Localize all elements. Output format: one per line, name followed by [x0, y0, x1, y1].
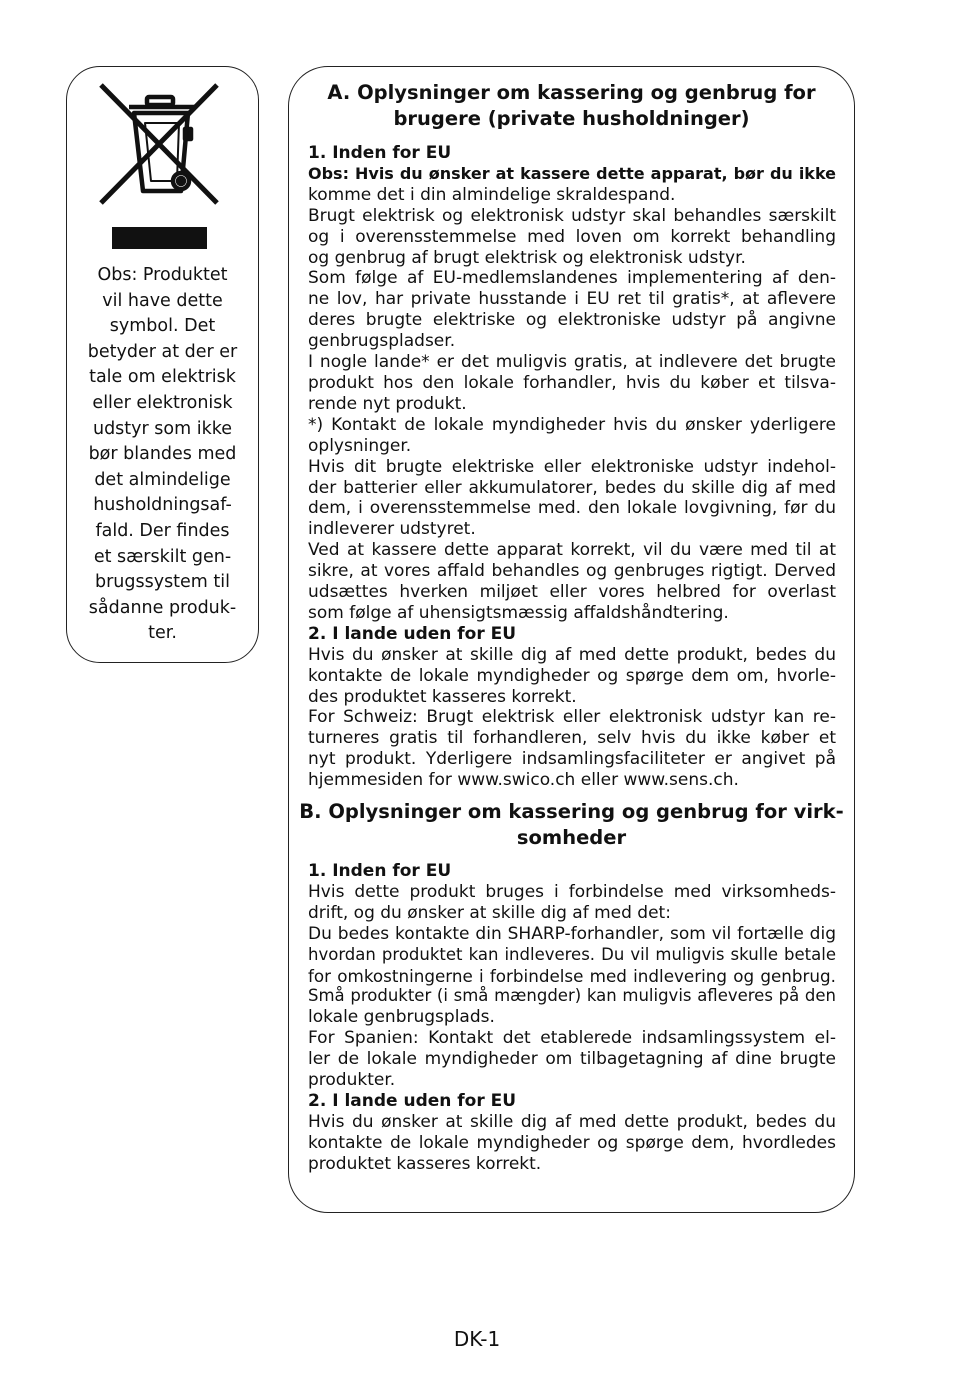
- section-b-heading: [289, 799, 854, 851]
- text-line: som følge af uhensigtsmæssig affaldshåndtering.: [308, 602, 729, 623]
- section-a-body: [308, 143, 836, 791]
- note-line: Obs: Produktet: [97, 265, 228, 285]
- text-line: produktet kasseres korrekt.: [308, 1153, 542, 1174]
- text-line: og i overensstemmelse med loven om korrekt behandling: [308, 226, 836, 247]
- text-line: deres brugte elektriske og elektroniske udstyr på angivne: [308, 310, 836, 331]
- heading-line: B. Oplysninger om kassering og genbrug for virk-: [299, 800, 844, 823]
- section-b-sub1: 1. Inden for EU: [308, 861, 452, 881]
- note-line: ter.: [148, 623, 177, 644]
- text-line: oplysninger.: [308, 435, 412, 456]
- text-line: Små produkter (i små mængder) kan muligvis afleveres på den: [308, 986, 836, 1006]
- text-line: udsættes hverken miljøet eller vores helbred for overlast: [308, 582, 836, 603]
- section-b-sub2: 2. I lande uden for EU: [308, 1090, 517, 1111]
- text-line: *) Kontakt de lokale myndigheder hvis du ønsker yderligere: [308, 414, 836, 435]
- text-line: ler de lokale myndigheder om tilbagetagning af dine brugte: [308, 1049, 836, 1070]
- section-a-part2: [308, 645, 836, 791]
- section-a-part1: [308, 164, 836, 624]
- text-line: hvordan produktet kan indleveres. Du vil muligvis skulle betale: [308, 944, 836, 964]
- text-line: dem, i overensstemmelse med. den lokale lovgivning, før du: [308, 498, 836, 519]
- note-line: sådanne produk-: [88, 597, 237, 618]
- section-a-sub1: 1. Inden for EU: [308, 143, 452, 163]
- heading-line: A. Oplysninger om kassering og genbrug for: [327, 81, 816, 104]
- text-line: Brugt elektrisk og elektronisk udstyr skal behandles særskilt: [308, 205, 836, 226]
- text-line: Hvis du ønsker at skille dig af med dette produkt, bedes du: [308, 1111, 836, 1132]
- heading-line: somheder: [516, 826, 627, 849]
- crossed-out-wheelie-bin-icon: [99, 83, 221, 207]
- text-line: Hvis dit brugte elektriske eller elektroniske udstyr indehol-: [308, 456, 836, 477]
- text-line: drift, og du ønsker at skille dig af med det:: [308, 902, 671, 923]
- note-line: husholdningsaf-: [93, 495, 232, 516]
- note-line: bør blandes med: [88, 444, 237, 465]
- text-line: genbrugspladser.: [308, 331, 456, 352]
- note-line: fald. Der findes: [95, 520, 230, 541]
- text-line: lokale genbrugsplads.: [308, 1007, 495, 1028]
- note-line: tale om elektrisk: [89, 367, 236, 388]
- text-line: Ved at kassere dette apparat korrekt, vil du være med til at: [308, 540, 836, 561]
- text-line: rende nyt produkt.: [308, 393, 467, 414]
- weee-symbol-box: [66, 66, 259, 663]
- note-line: udstyr som ikke: [92, 418, 232, 439]
- text-line: ne lov, har private husstande i EU ret til gratis*, at aflevere: [308, 289, 836, 310]
- black-bar: [112, 227, 207, 249]
- note-line: brugssystem til: [94, 572, 231, 593]
- heading-line: brugere (private husholdninger): [393, 107, 750, 130]
- text-line: Du bedes kontakte din SHARP-forhandler, som vil fortælle dig: [308, 923, 836, 944]
- note-line: vil have dette: [102, 290, 223, 311]
- section-a-sub2: 2. I lande uden for EU: [308, 623, 517, 644]
- text-line: for omkostningerne i forbindelse med indlevering og genbrug.: [308, 965, 836, 986]
- section-b-part2: [308, 1112, 836, 1175]
- text-line: des produktet kasseres korrekt.: [308, 686, 577, 707]
- weee-note: [79, 263, 246, 647]
- text-line: kontakte de lokale myndigheder og spørge dem om, hvorle-: [308, 665, 836, 686]
- section-a-heading: [289, 80, 854, 132]
- text-line: komme det i din almindelige skraldespand.: [308, 184, 676, 205]
- text-line: og genbrug af brugt elektrisk og elektronisk udstyr.: [308, 247, 746, 268]
- page-number: DK-1: [453, 1327, 501, 1351]
- text-line: Obs: Hvis du ønsker at kassere dette apparat, bør du ikke: [308, 163, 836, 183]
- text-line: Hvis dette produkt bruges i forbindelse med virksomheds-: [308, 881, 836, 902]
- text-line: hjemmesiden for www.swico.ch eller www.sens.ch.: [308, 770, 739, 791]
- note-line: symbol. Det: [109, 316, 216, 337]
- text-line: indleverer udstyret.: [308, 519, 476, 540]
- section-b-part1: [308, 882, 836, 1091]
- text-line: For Schweiz: Brugt elektrisk eller elektronisk udstyr kan re-: [308, 707, 836, 728]
- section-b-body: [308, 861, 836, 1175]
- disposal-info-box: [288, 66, 855, 1213]
- text-line: Som følge af EU-medlemslandenes implementering af den-: [308, 268, 836, 289]
- text-line: der batterier eller akkumulatorer, bedes du skille dig af med: [308, 477, 836, 498]
- note-line: betyder at der er: [87, 341, 238, 362]
- text-line: For Spanien: Kontakt det etablerede indsamlingssystem el-: [308, 1028, 836, 1049]
- note-line: det almindelige: [94, 469, 231, 490]
- text-line: produkt hos den lokale forhandler, hvis du køber et tilsva-: [308, 372, 836, 393]
- text-line: sikre, at vores affald behandles og genbruges rigtigt. Derved: [308, 561, 836, 582]
- text-line: Hvis du ønsker at skille dig af med dette produkt, bedes du: [308, 644, 836, 665]
- text-line: I nogle lande* er det muligvis gratis, at indlevere det brugte: [308, 352, 836, 373]
- note-line: et særskilt gen-: [93, 546, 232, 567]
- text-line: kontakte de lokale myndigheder og spørge dem, hvordledes: [308, 1132, 836, 1153]
- note-line: eller elektronisk: [92, 392, 233, 413]
- text-line: turneres gratis til forhandleren, selv hvis du ikke køber et: [308, 728, 836, 749]
- text-line: nyt produkt. Yderligere indsamlingsfaciliteter er angivet på: [308, 749, 836, 770]
- text-line: produkter.: [308, 1070, 396, 1091]
